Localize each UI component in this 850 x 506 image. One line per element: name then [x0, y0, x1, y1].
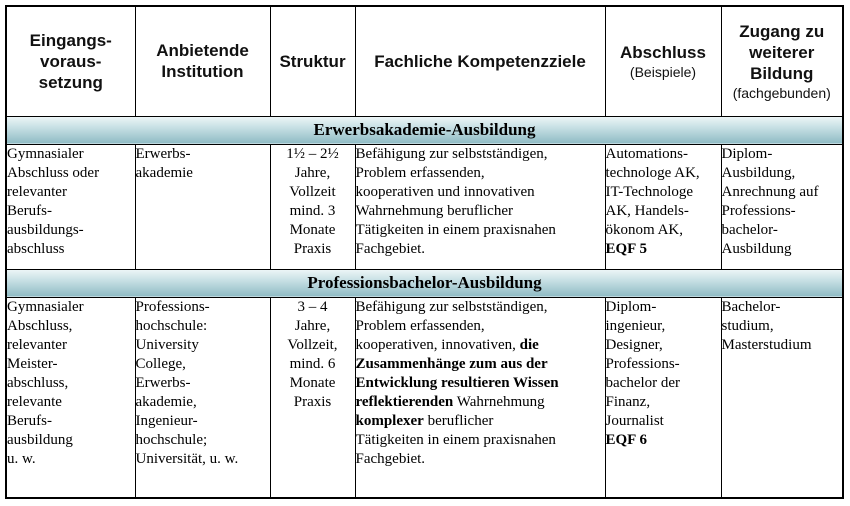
- cell-zugang: Bachelor- studium, Masterstudium: [721, 297, 843, 498]
- bold-text: komplexer: [355, 412, 424, 429]
- header-zugang: Zugang zu weiterer Bildung (fachgebunden): [721, 6, 843, 116]
- bold-text: die Zusammenhänge zum aus der Entwicklung resultieren Wissen reflektierenden: [355, 336, 559, 410]
- cell-institution: Professions- hochschule: University College, Erwerbs- akademie, Ingenieur- hochschule; Universität, u. w.: [135, 297, 270, 498]
- cell-abschluss: [605, 144, 721, 269]
- text: Befähigung zur selbstständigen, Problem erfassenden, kooperativen und innovativen Wahrnehmung beruflicher Tätigkeiten in einem praxisnahen Fachgebiet.: [355, 145, 556, 257]
- text: beruflicher Tätigkeiten in einem praxisnahen Fachgebiet.: [355, 412, 556, 467]
- text: Befähigung zur selbstständigen, Problem erfassenden, kooperativen, innovativen,: [355, 298, 548, 353]
- section-header-professionsbachelor: [6, 269, 843, 297]
- cell-abschluss: [605, 297, 721, 498]
- text: Diplom- ingenieur, Designer, Professions- bachelor der Finanz, Journalist: [605, 298, 681, 429]
- section-title: Professionsbachelor-Ausbildung: [6, 269, 843, 297]
- table-row: [6, 297, 843, 498]
- header-eingangsvoraussetzung: Eingangs- voraus- setzung: [6, 6, 135, 116]
- header-fachliche-kompetenzziele: Fachliche Kompetenzziele: [355, 6, 605, 116]
- section-title: Erwerbsakademie-Ausbildung: [6, 116, 843, 144]
- section-header-erwerbsakademie: [6, 116, 843, 144]
- bold-text: EQF 5: [605, 240, 648, 257]
- cell-kompetenz: [355, 144, 605, 269]
- qualification-table: [5, 5, 844, 499]
- bold-text: EQF 6: [605, 431, 648, 448]
- header-abschluss: Abschluss (Beispiele): [605, 6, 721, 116]
- cell-institution: Erwerbs- akademie: [135, 144, 270, 269]
- cell-eingang: Gymnasialer Abschluss, relevanter Meister- abschluss, relevante Berufs- ausbildung u. w.: [6, 297, 135, 498]
- cell-struktur: 3 – 4 Jahre, Vollzeit, mind. 6 Monate Praxis: [270, 297, 355, 498]
- text: Wahrnehmung: [456, 393, 545, 410]
- cell-struktur: 1½ – 2½ Jahre, Vollzeit mind. 3 Monate Praxis: [270, 144, 355, 269]
- header-anbietende-institution: Anbietende Institution: [135, 6, 270, 116]
- cell-eingang: Gymnasialer Abschluss oder relevanter Berufs- ausbildungs- abschluss: [6, 144, 135, 269]
- header-struktur: Struktur: [270, 6, 355, 116]
- table-row: [6, 144, 843, 269]
- header-zugang-sub: (fachgebunden): [732, 84, 831, 101]
- cell-zugang: Diplom- Ausbildung, Anrechnung auf Professions- bachelor- Ausbildung: [721, 144, 843, 269]
- header-row: [6, 6, 843, 116]
- header-abschluss-sub: (Beispiele): [629, 63, 697, 80]
- text: Automations- technologe AK, IT-Technologe AK, Handels- ökonom AK,: [605, 145, 700, 238]
- cell-kompetenz: [355, 297, 605, 498]
